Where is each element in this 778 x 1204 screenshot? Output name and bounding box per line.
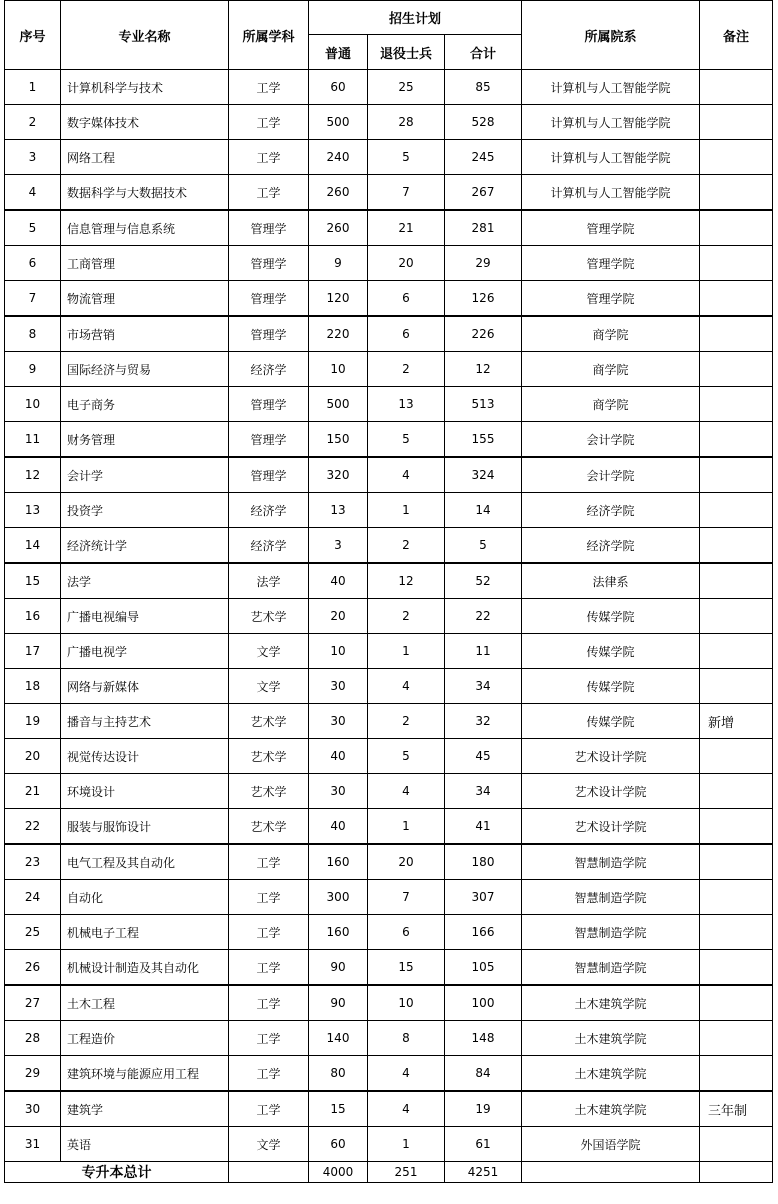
row-major-name: 国际经济与贸易 (61, 352, 229, 387)
row-veteran: 6 (368, 281, 445, 317)
row-major-name: 机械电子工程 (61, 915, 229, 950)
row-major-name: 网络工程 (61, 140, 229, 175)
row-discipline: 工学 (229, 844, 309, 880)
row-regular: 160 (309, 844, 368, 880)
table-row (5, 915, 773, 950)
table-row (5, 1127, 773, 1162)
row-seq: 9 (5, 352, 61, 387)
row-seq: 16 (5, 599, 61, 634)
header-total: 合计 (445, 35, 522, 70)
header-regular: 普通 (309, 35, 368, 70)
row-major-name: 电子商务 (61, 387, 229, 422)
row-college: 管理学院 (522, 210, 700, 246)
row-discipline: 工学 (229, 105, 309, 140)
row-veteran: 4 (368, 457, 445, 493)
row-college: 智慧制造学院 (522, 915, 700, 950)
row-discipline: 工学 (229, 950, 309, 986)
row-discipline: 文学 (229, 669, 309, 704)
summary-total: 4251 (445, 1162, 522, 1183)
table-row (5, 1091, 773, 1127)
row-college: 土木建筑学院 (522, 1056, 700, 1092)
row-note (700, 669, 773, 704)
row-note (700, 915, 773, 950)
row-major-name: 环境设计 (61, 774, 229, 809)
row-total: 226 (445, 316, 522, 352)
table-row (5, 352, 773, 387)
row-regular: 220 (309, 316, 368, 352)
row-seq: 19 (5, 704, 61, 739)
row-seq: 10 (5, 387, 61, 422)
row-note (700, 210, 773, 246)
row-regular: 240 (309, 140, 368, 175)
header-note: 备注 (700, 1, 773, 70)
row-regular: 300 (309, 880, 368, 915)
row-veteran: 13 (368, 387, 445, 422)
row-college: 土木建筑学院 (522, 1021, 700, 1056)
row-major-name: 广播电视学 (61, 634, 229, 669)
row-college: 传媒学院 (522, 704, 700, 739)
row-seq: 30 (5, 1091, 61, 1127)
row-note (700, 105, 773, 140)
row-regular: 260 (309, 210, 368, 246)
row-major-name: 建筑学 (61, 1091, 229, 1127)
row-veteran: 1 (368, 493, 445, 528)
row-regular: 140 (309, 1021, 368, 1056)
row-seq: 12 (5, 457, 61, 493)
summary-veteran: 251 (368, 1162, 445, 1183)
row-note (700, 281, 773, 317)
row-regular: 10 (309, 634, 368, 669)
table-row (5, 493, 773, 528)
table-row (5, 739, 773, 774)
row-discipline: 工学 (229, 880, 309, 915)
row-total: 52 (445, 563, 522, 599)
table-row (5, 105, 773, 140)
table-row (5, 774, 773, 809)
row-discipline: 艺术学 (229, 599, 309, 634)
row-major-name: 播音与主持艺术 (61, 704, 229, 739)
row-note (700, 634, 773, 669)
row-note (700, 950, 773, 986)
row-regular: 60 (309, 1127, 368, 1162)
row-college: 计算机与人工智能学院 (522, 70, 700, 105)
row-college: 艺术设计学院 (522, 739, 700, 774)
row-regular: 60 (309, 70, 368, 105)
row-seq: 8 (5, 316, 61, 352)
row-college: 会计学院 (522, 457, 700, 493)
row-discipline: 经济学 (229, 528, 309, 564)
row-note: 新增 (700, 704, 773, 739)
row-discipline: 艺术学 (229, 739, 309, 774)
row-discipline: 法学 (229, 563, 309, 599)
row-total: 32 (445, 704, 522, 739)
row-major-name: 财务管理 (61, 422, 229, 458)
row-seq: 28 (5, 1021, 61, 1056)
row-discipline: 文学 (229, 1127, 309, 1162)
row-note (700, 70, 773, 105)
table-row (5, 140, 773, 175)
row-regular: 3 (309, 528, 368, 564)
row-college: 经济学院 (522, 528, 700, 564)
row-discipline: 管理学 (229, 422, 309, 458)
row-total: 61 (445, 1127, 522, 1162)
row-college: 传媒学院 (522, 634, 700, 669)
row-regular: 30 (309, 669, 368, 704)
row-discipline: 艺术学 (229, 774, 309, 809)
row-college: 法律系 (522, 563, 700, 599)
row-regular: 40 (309, 809, 368, 845)
row-total: 513 (445, 387, 522, 422)
table-row (5, 246, 773, 281)
row-note (700, 246, 773, 281)
table-row (5, 880, 773, 915)
row-total: 34 (445, 669, 522, 704)
row-major-name: 网络与新媒体 (61, 669, 229, 704)
row-total: 155 (445, 422, 522, 458)
header-college: 所属院系 (522, 1, 700, 70)
row-college: 智慧制造学院 (522, 844, 700, 880)
row-regular: 40 (309, 563, 368, 599)
row-seq: 15 (5, 563, 61, 599)
table-row (5, 950, 773, 986)
row-total: 100 (445, 985, 522, 1021)
row-veteran: 8 (368, 1021, 445, 1056)
row-regular: 30 (309, 704, 368, 739)
row-regular: 320 (309, 457, 368, 493)
row-discipline: 艺术学 (229, 704, 309, 739)
row-veteran: 21 (368, 210, 445, 246)
row-veteran: 2 (368, 704, 445, 739)
row-note (700, 985, 773, 1021)
row-discipline: 工学 (229, 70, 309, 105)
row-note (700, 175, 773, 211)
row-note (700, 563, 773, 599)
table-row (5, 844, 773, 880)
row-note (700, 528, 773, 564)
row-major-name: 工程造价 (61, 1021, 229, 1056)
row-note (700, 422, 773, 458)
row-college: 传媒学院 (522, 599, 700, 634)
row-seq: 7 (5, 281, 61, 317)
header-veteran: 退役士兵 (368, 35, 445, 70)
table-row (5, 1021, 773, 1056)
row-seq: 14 (5, 528, 61, 564)
header-major: 专业名称 (61, 1, 229, 70)
row-regular: 80 (309, 1056, 368, 1092)
summary-row (5, 1162, 773, 1183)
row-discipline: 工学 (229, 985, 309, 1021)
row-note (700, 457, 773, 493)
row-college: 管理学院 (522, 281, 700, 317)
row-veteran: 7 (368, 175, 445, 211)
row-veteran: 6 (368, 316, 445, 352)
enrollment-plan-table (4, 0, 773, 1183)
row-seq: 27 (5, 985, 61, 1021)
row-veteran: 4 (368, 774, 445, 809)
row-veteran: 4 (368, 1056, 445, 1092)
row-veteran: 4 (368, 669, 445, 704)
row-regular: 40 (309, 739, 368, 774)
row-major-name: 服装与服饰设计 (61, 809, 229, 845)
row-major-name: 建筑环境与能源应用工程 (61, 1056, 229, 1092)
summary-discipline (229, 1162, 309, 1183)
row-regular: 160 (309, 915, 368, 950)
row-note (700, 1021, 773, 1056)
row-college: 智慧制造学院 (522, 950, 700, 986)
row-major-name: 数据科学与大数据技术 (61, 175, 229, 211)
row-college: 艺术设计学院 (522, 774, 700, 809)
row-seq: 13 (5, 493, 61, 528)
row-seq: 17 (5, 634, 61, 669)
row-discipline: 管理学 (229, 457, 309, 493)
row-note (700, 493, 773, 528)
row-discipline: 管理学 (229, 387, 309, 422)
row-note (700, 352, 773, 387)
table-row (5, 387, 773, 422)
row-discipline: 工学 (229, 1091, 309, 1127)
row-total: 281 (445, 210, 522, 246)
row-note (700, 140, 773, 175)
row-total: 11 (445, 634, 522, 669)
row-seq: 2 (5, 105, 61, 140)
row-seq: 6 (5, 246, 61, 281)
row-seq: 26 (5, 950, 61, 986)
row-seq: 21 (5, 774, 61, 809)
row-veteran: 10 (368, 985, 445, 1021)
row-discipline: 管理学 (229, 281, 309, 317)
row-total: 324 (445, 457, 522, 493)
row-note: 三年制 (700, 1091, 773, 1127)
row-total: 126 (445, 281, 522, 317)
row-seq: 11 (5, 422, 61, 458)
table-row (5, 985, 773, 1021)
row-veteran: 5 (368, 422, 445, 458)
row-total: 5 (445, 528, 522, 564)
row-college: 艺术设计学院 (522, 809, 700, 845)
row-seq: 20 (5, 739, 61, 774)
row-major-name: 自动化 (61, 880, 229, 915)
row-note (700, 774, 773, 809)
row-college: 商学院 (522, 352, 700, 387)
row-major-name: 物流管理 (61, 281, 229, 317)
row-major-name: 信息管理与信息系统 (61, 210, 229, 246)
row-regular: 500 (309, 105, 368, 140)
row-seq: 22 (5, 809, 61, 845)
row-college: 管理学院 (522, 246, 700, 281)
summary-college (522, 1162, 700, 1183)
row-college: 计算机与人工智能学院 (522, 140, 700, 175)
row-veteran: 6 (368, 915, 445, 950)
row-note (700, 739, 773, 774)
row-seq: 5 (5, 210, 61, 246)
row-discipline: 经济学 (229, 493, 309, 528)
row-total: 166 (445, 915, 522, 950)
row-regular: 13 (309, 493, 368, 528)
row-veteran: 2 (368, 352, 445, 387)
row-veteran: 15 (368, 950, 445, 986)
row-total: 22 (445, 599, 522, 634)
header-discipline: 所属学科 (229, 1, 309, 70)
row-seq: 23 (5, 844, 61, 880)
row-veteran: 1 (368, 634, 445, 669)
row-veteran: 7 (368, 880, 445, 915)
row-total: 105 (445, 950, 522, 986)
row-total: 12 (445, 352, 522, 387)
table-row (5, 1056, 773, 1092)
row-major-name: 土木工程 (61, 985, 229, 1021)
row-veteran: 20 (368, 246, 445, 281)
row-seq: 4 (5, 175, 61, 211)
table-row (5, 281, 773, 317)
row-seq: 25 (5, 915, 61, 950)
row-major-name: 广播电视编导 (61, 599, 229, 634)
row-major-name: 英语 (61, 1127, 229, 1162)
table-row (5, 528, 773, 564)
row-veteran: 1 (368, 1127, 445, 1162)
row-discipline: 经济学 (229, 352, 309, 387)
row-major-name: 法学 (61, 563, 229, 599)
row-college: 智慧制造学院 (522, 880, 700, 915)
row-total: 307 (445, 880, 522, 915)
summary-regular: 4000 (309, 1162, 368, 1183)
row-total: 528 (445, 105, 522, 140)
table-row (5, 70, 773, 105)
table-row (5, 210, 773, 246)
row-total: 245 (445, 140, 522, 175)
row-total: 34 (445, 774, 522, 809)
row-college: 土木建筑学院 (522, 1091, 700, 1127)
table-row (5, 634, 773, 669)
row-regular: 15 (309, 1091, 368, 1127)
row-note (700, 1056, 773, 1092)
row-veteran: 25 (368, 70, 445, 105)
row-seq: 29 (5, 1056, 61, 1092)
table-row (5, 563, 773, 599)
row-veteran: 28 (368, 105, 445, 140)
row-discipline: 工学 (229, 1021, 309, 1056)
table-body (5, 70, 773, 1162)
row-regular: 30 (309, 774, 368, 809)
row-total: 267 (445, 175, 522, 211)
row-major-name: 投资学 (61, 493, 229, 528)
row-total: 85 (445, 70, 522, 105)
row-college: 商学院 (522, 316, 700, 352)
table-row (5, 809, 773, 845)
row-discipline: 工学 (229, 140, 309, 175)
row-discipline: 艺术学 (229, 809, 309, 845)
row-college: 传媒学院 (522, 669, 700, 704)
table-row (5, 316, 773, 352)
row-discipline: 工学 (229, 175, 309, 211)
row-total: 180 (445, 844, 522, 880)
row-major-name: 会计学 (61, 457, 229, 493)
row-note (700, 844, 773, 880)
table-row (5, 175, 773, 211)
row-seq: 3 (5, 140, 61, 175)
row-total: 45 (445, 739, 522, 774)
row-note (700, 809, 773, 845)
table-row (5, 599, 773, 634)
row-college: 土木建筑学院 (522, 985, 700, 1021)
row-regular: 90 (309, 950, 368, 986)
row-college: 会计学院 (522, 422, 700, 458)
row-total: 148 (445, 1021, 522, 1056)
row-veteran: 2 (368, 528, 445, 564)
summary-label: 专升本总计 (5, 1162, 229, 1183)
row-college: 商学院 (522, 387, 700, 422)
header-plan: 招生计划 (309, 1, 522, 35)
row-seq: 31 (5, 1127, 61, 1162)
row-discipline: 工学 (229, 915, 309, 950)
row-veteran: 2 (368, 599, 445, 634)
row-veteran: 4 (368, 1091, 445, 1127)
row-discipline: 管理学 (229, 246, 309, 281)
row-seq: 18 (5, 669, 61, 704)
row-discipline: 管理学 (229, 316, 309, 352)
row-major-name: 计算机科学与技术 (61, 70, 229, 105)
row-discipline: 工学 (229, 1056, 309, 1092)
row-note (700, 1127, 773, 1162)
row-college: 计算机与人工智能学院 (522, 105, 700, 140)
row-veteran: 12 (368, 563, 445, 599)
row-veteran: 5 (368, 739, 445, 774)
row-note (700, 316, 773, 352)
table-row (5, 457, 773, 493)
row-regular: 10 (309, 352, 368, 387)
row-major-name: 数字媒体技术 (61, 105, 229, 140)
row-major-name: 视觉传达设计 (61, 739, 229, 774)
row-college: 计算机与人工智能学院 (522, 175, 700, 211)
row-total: 84 (445, 1056, 522, 1092)
row-major-name: 市场营销 (61, 316, 229, 352)
row-major-name: 机械设计制造及其自动化 (61, 950, 229, 986)
table-row (5, 704, 773, 739)
row-regular: 9 (309, 246, 368, 281)
row-regular: 150 (309, 422, 368, 458)
row-regular: 20 (309, 599, 368, 634)
row-discipline: 管理学 (229, 210, 309, 246)
summary-note (700, 1162, 773, 1183)
row-seq: 24 (5, 880, 61, 915)
row-total: 14 (445, 493, 522, 528)
row-major-name: 工商管理 (61, 246, 229, 281)
row-veteran: 1 (368, 809, 445, 845)
row-veteran: 5 (368, 140, 445, 175)
row-total: 41 (445, 809, 522, 845)
row-regular: 500 (309, 387, 368, 422)
row-regular: 260 (309, 175, 368, 211)
header-seq: 序号 (5, 1, 61, 70)
row-college: 经济学院 (522, 493, 700, 528)
table-row (5, 669, 773, 704)
row-veteran: 20 (368, 844, 445, 880)
row-note (700, 880, 773, 915)
row-seq: 1 (5, 70, 61, 105)
row-major-name: 电气工程及其自动化 (61, 844, 229, 880)
row-regular: 90 (309, 985, 368, 1021)
row-note (700, 387, 773, 422)
row-major-name: 经济统计学 (61, 528, 229, 564)
row-total: 29 (445, 246, 522, 281)
row-discipline: 文学 (229, 634, 309, 669)
row-college: 外国语学院 (522, 1127, 700, 1162)
row-total: 19 (445, 1091, 522, 1127)
row-note (700, 599, 773, 634)
table-row (5, 422, 773, 458)
row-regular: 120 (309, 281, 368, 317)
